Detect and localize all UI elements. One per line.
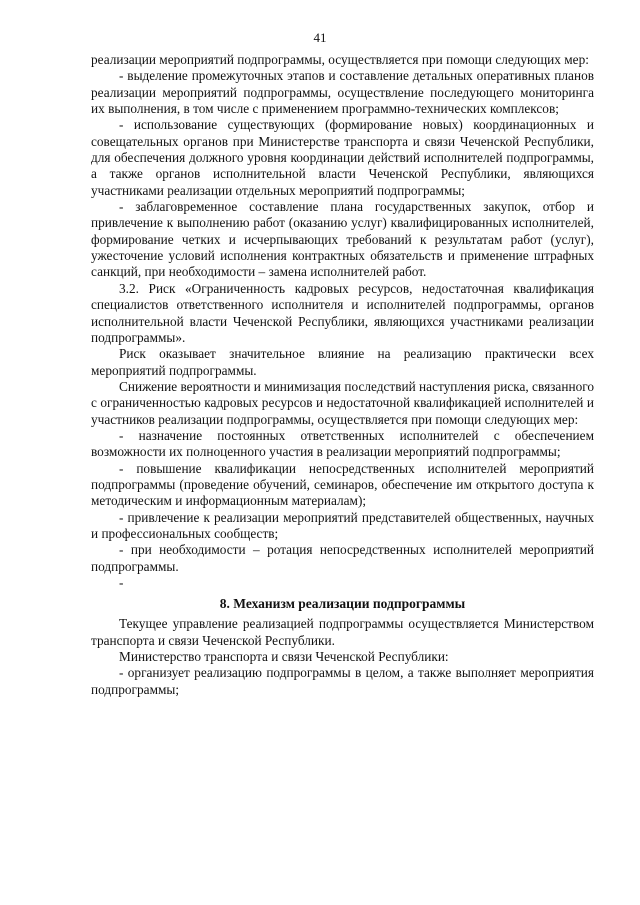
paragraph: Текущее управление реализацией подпрограммы осуществляется Министерством транспорта и связи Чеченской Республики. (91, 616, 594, 648)
list-item: - организует реализацию подпрограммы в целом, а также выполняет мероприятия подпрограммы; (91, 665, 594, 697)
paragraph: реализации мероприятий подпрограммы, осуществляется при помощи следующих мер: (91, 52, 589, 67)
paragraph: Снижение вероятности и минимизация последствий наступления риска, связанного с ограниченностью кадровых ресурсов и недостаточной квалификацией исполнителей и участников реализации подпрограммы, осуществляется при помощи следующих мер: (91, 378, 594, 427)
page-number: 41 (313, 30, 327, 45)
paragraph: Министерство транспорта и связи Чеченской Республики: (119, 649, 449, 665)
list-item: - назначение постоянных ответственных исполнителей с обеспечением возможности их полноценного участия в реализации мероприятий подпрограммы; (91, 427, 594, 460)
risk-paragraph: 3.2. Риск «Ограниченность кадровых ресурсов, недостаточная квалификация специалистов ответственного исполнителя и исполнителей подпрограммы, органов исполнительной власти Чеченской Республики, являющихся участниками реализации подпрограммы». (91, 280, 594, 345)
list-item: - выделение промежуточных этапов и составление детальных оперативных планов реализации мероприятий подпрограммы, осуществление последующего мониторинга их выполнения, в том числе с применением программно-технических комплексов; (91, 68, 594, 117)
list-item: - при необходимости – ротация непосредственных исполнителей мероприятий подпрограммы. (91, 542, 594, 574)
list-item: - повышение квалификации непосредственных исполнителей мероприятий подпрограммы (проведение обучений, семинаров, обеспечение им открытого доступа к методическим и информационным материалам); (91, 460, 594, 509)
empty-list-item: - (119, 575, 124, 590)
list-item: - заблаговременное составление плана государственных закупок, отбор и привлечение к выполнению работ (оказанию услуг) квалифицированных исполнителей, формирование четких и исчерпывающих требований к результатам работ (услуг), ужесточение условий исполнения контрактных обязательств и применение штрафных санкций, при необходимости – замена исполнителей работ. (91, 199, 594, 280)
list-item: - привлечение к реализации мероприятий представителей общественных, научных и профессиональных сообществ; (91, 509, 594, 541)
list-item: - использование существующих (формирование новых) координационных и совещательных органов при Министерстве транспорта и связи Чеченской Республики, для обеспечения должного уровня координации действий исполнителей подпрограммы, а также органов исполнительной власти Чеченской Республики, являющихся участниками реализации отдельных мероприятий подпрограммы; (91, 117, 594, 198)
section-heading: 8. Механизм реализации подпрограммы (219, 596, 466, 612)
document-body (91, 52, 594, 698)
paragraph: Риск оказывает значительное влияние на реализацию практически всех мероприятий подпрограммы. (91, 346, 594, 378)
